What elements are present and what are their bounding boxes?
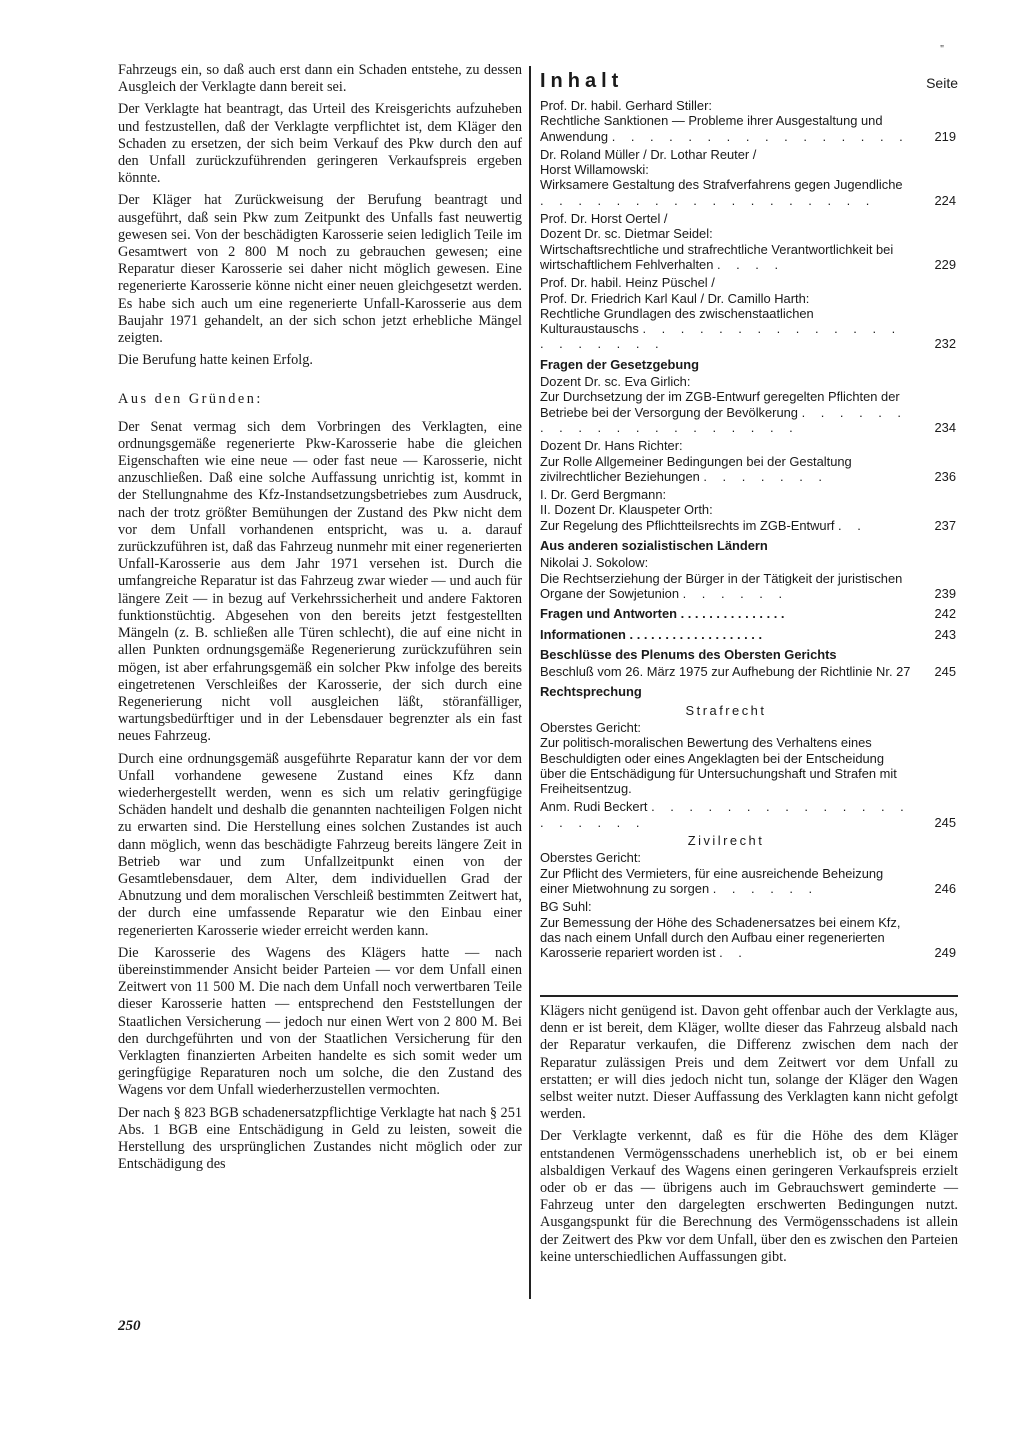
toc-entry-title-text: Die Rechtserziehung der Bürger in der Tätigkeit der juristischen Organe der Sowjetunion xyxy=(540,570,903,601)
toc-entry xyxy=(540,98,958,144)
toc-section-heading: Fragen der Gesetzgebung xyxy=(540,356,700,372)
toc-entry-author: I. Dr. Gerd Bergmann: xyxy=(540,487,667,503)
toc-page-number: 246 xyxy=(934,880,956,896)
toc-entry-author: II. Dozent Dr. Klauspeter Orth: xyxy=(540,502,713,518)
toc-entry-title xyxy=(540,113,912,144)
toc-entry xyxy=(540,899,958,960)
paragraph: Die Karosserie des Wagens des Klägers hatte — nach übereinstimmender Ansicht beider Parteien — vor dem Unfall einen Zeitwert von 11 500 M. Die nach dem Unfall noch verwertbaren Teile dieser Karosserie hatten — entsprechend den Feststellungen der Staatlichen Versicherung — jedoch nur einen Wert von 2 800 M. Bei den durchgeführten und von der Staatlichen Versicherung für den Verklagten finanzierten Arbeiten handelte es sich somit weder um geringfügige Reparaturen noch um solche, die den Zustand des Wagens vor dem Unfall wiederherzustellen vermochten. xyxy=(118,944,522,1099)
toc-entry-title-text: Wirksamere Gestaltung des Strafverfahrens gegen Jugendliche xyxy=(540,177,903,193)
toc-entry-title-text: Wirtschaftsrechtliche und strafrechtliche Verantwortlichkeit bei wirtschaftlichem Fehlverhalten xyxy=(540,241,894,272)
left-column xyxy=(118,62,522,1178)
paragraph: Klägers nicht genügend ist. Davon geht offenbar auch der Verklagte aus, denn er ist bereit, dem Kläger, wollte dieser das Fahrzeug alsbald nach der Reparatur verkaufen, die Differenz zwischen dem nach der Reparatur zulässigen Preis und dem Zeitwert vor dem Unfall zu erstatten; er will dies jedoch nicht tun, solange der Kläger den Wagen selbst weiter nutzt. Dieser Auffassung des Verklagten kann nicht gefolgt werden. xyxy=(540,1003,958,1123)
toc-leader-dots: . . xyxy=(838,517,867,533)
toc-entry-title xyxy=(540,242,912,273)
toc-section-heading: Beschlüsse des Plenums des Obersten Gerichts xyxy=(540,646,837,662)
toc-entry-title xyxy=(540,177,912,208)
toc-entry-title-text: Zur Bemessung der Höhe des Schadenersatzes bei einem Kfz, das nach einem Unfall durch den Aufbau einer regenerierten Karosserie repariert worden ist xyxy=(540,914,901,961)
toc-entry-author: Dr. Roland Müller / Dr. Lothar Reuter / xyxy=(540,146,757,162)
toc-leader-dots: . . . . . . xyxy=(712,880,819,896)
toc-entry-author: Horst Willamowski: xyxy=(540,162,649,178)
toc-page-number: 243 xyxy=(934,626,956,642)
toc-entry xyxy=(540,438,958,484)
toc-section-entry xyxy=(540,627,958,642)
toc-page-number: 245 xyxy=(934,814,956,830)
toc-leader-dots: . . . . . . xyxy=(682,585,789,601)
toc-subsection-heading: Zivilrecht xyxy=(687,833,765,849)
toc-entry-author: Oberstes Gericht: xyxy=(540,719,642,735)
toc-entry-title xyxy=(540,454,912,485)
toc-title: Inhalt xyxy=(540,70,624,92)
left-paragraphs-before xyxy=(118,62,522,369)
toc-entry-title-text: Rechtliche Sanktionen — Probleme ihrer Ausgestaltung und Anwendung xyxy=(540,113,883,144)
paragraph: Fahrzeugs ein, so daß auch erst dann ein Schaden entstehe, zu dessen Ausgleich der Verklagte dann bereit sei. xyxy=(118,62,522,96)
column-divider xyxy=(529,66,531,1299)
toc-page-number: 236 xyxy=(934,468,956,484)
toc-section-entry xyxy=(540,606,958,621)
paragraph: Die Berufung hatte keinen Erfolg. xyxy=(118,352,313,369)
toc-entry-title xyxy=(540,735,912,796)
toc-leader-dots: . . . . . . . . . . . . . . . . . . xyxy=(540,192,876,208)
toc-entry-title xyxy=(540,799,912,830)
toc-leader-dots: . . . . . . . xyxy=(703,468,828,484)
toc-page-label: Seite xyxy=(926,75,958,91)
toc-section-heading: Aus anderen sozialistischen Ländern xyxy=(540,538,768,554)
toc-entry xyxy=(540,720,958,796)
toc-section-label: Fragen und Antworten xyxy=(540,606,678,622)
toc-page-number: 224 xyxy=(934,192,956,208)
toc-entry-author: Prof. Dr. habil. Gerhard Stiller: xyxy=(540,98,712,113)
toc-entry-author: Dozent Dr. Hans Richter: xyxy=(540,438,683,454)
toc-entry-title-text: Anm. Rudi Beckert xyxy=(540,799,648,815)
paragraph: Der Senat vermag sich dem Vorbringen des Verklagten, eine ordnungsgemäße regenerierte Pkw-Karosserie habe die gleichen Eigenschaften wie eine neue — oder fast neue — Karosserie, nicht anzuschließen. Daß eine solche Auffassung unrichtig ist, kommt in der Stellungnahme des Kfz-Instandsetzungsbetriebes zum Ausdruck, nach der trotz größter Bemühungen der Zustand des Pkw nicht dem vor dem Unfall vorhandenen entspricht, was u. a. darauf zurückzuführen ist, daß das Fahrzeug nunmehr mit einer regenerierten Unfall-Karosserie aus dem Jahr 1971 versehen ist. Durch die umfangreiche Reparatur ist das Fahrzeug zwar wieder — und auch für längere Zeit — in bezug auf Verkehrssicherheit und andere Faktoren funktionstüchtig. Abgesehen von den bereits jetzt festgestellten Mängeln (z. B. schließen alle Türen schlecht), die auf eine nicht in allen Punkten ordnungsgemäße Regenerierung zurückzuführen sein mögen, ist aber erfahrungsgemäß ein solcher Pkw infolge des bereits eingetretenen Verschleißes der Karosserie, der sich durch eine Regenerierung nicht voll ausgleichen läßt, störanfälliger, wartungsbedürftiger und in der Lebensdauer begrenzter als ein fast neues Fahrzeug. xyxy=(118,418,522,745)
toc-entry-title-text: Zur Durchsetzung der im ZGB-Entwurf geregelten Pflichten der Betriebe bei der Versorgung der Bevölkerung xyxy=(540,389,900,420)
toc-entry-author: Dozent Dr. sc. Eva Girlich: xyxy=(540,374,691,390)
toc-leader-dots: . . . . . . . . . . . . . . . . . . . xyxy=(629,626,763,642)
toc-page-number: 237 xyxy=(934,517,956,533)
toc-entry xyxy=(540,664,958,679)
toc-entry-author: Prof. Dr. Horst Oertel / xyxy=(540,211,668,227)
toc-entry-title xyxy=(540,518,912,533)
toc-page-number: 242 xyxy=(934,606,956,622)
toc-entry-title xyxy=(540,866,912,897)
toc-entry-author: Nikolai J. Sokolow: xyxy=(540,555,649,571)
toc-subsection-heading: Strafrecht xyxy=(685,702,767,718)
page-number: 250 xyxy=(118,1318,141,1334)
toc-entry-author: BG Suhl: xyxy=(540,899,592,915)
toc-header xyxy=(540,68,958,98)
toc-list xyxy=(540,98,958,960)
toc-leader-dots: . . . . . . . . . . . . . . . . . . . . xyxy=(540,404,907,435)
toc-entry-title xyxy=(540,664,912,679)
toc-entry xyxy=(540,487,958,533)
paragraph: Der Kläger hat Zurückweisung der Berufung beantragt und ausgeführt, daß sein Pkw zum Zeitpunkt des Unfalls fast neuwertig gewesen sei. Von der beschädigten Karosserie seien lediglich Teile im Gesamtwert von 2 800 M noch zu gebrauchen gewesen; eine Reparatur dieser Karosserie sei daher nicht möglich gewesen. Eine regenerierte Karosserie könne nicht einer neuen gleichgesetzt werden. Es habe sich auch um eine regenerierte Unfall-Karosserie aus dem Baujahr 1971 gehandelt, an der sich schon jetzt erhebliche Mängel zeigten. xyxy=(118,192,522,347)
toc-leader-dots: . . . . xyxy=(716,256,785,272)
toc-entry-title-text: Beschluß vom 26. März 1975 zur Aufhebung der Richtlinie Nr. 27 xyxy=(540,664,911,680)
toc-entry xyxy=(540,799,958,830)
toc-page-number: 249 xyxy=(934,945,956,961)
toc-entry-title xyxy=(540,306,912,352)
toc-section-heading: Rechtsprechung xyxy=(540,684,642,700)
toc-page-number: 229 xyxy=(934,256,956,272)
section-heading: Aus den Gründen: xyxy=(118,391,263,408)
toc-entry xyxy=(540,555,958,601)
toc-entry-title xyxy=(540,571,912,602)
toc-leader-dots: . . . . . . . . . . . . . . . . . . . . . xyxy=(540,321,902,352)
toc-page-number: 245 xyxy=(934,664,956,680)
toc-entry-title-text: Zur Regelung des Pflichtteilsrechts im ZGB-Entwurf xyxy=(540,517,835,533)
paragraph: Durch eine ordnungsgemäß ausgeführte Reparatur kann der vor dem Unfall vorhandene gewesene Zustand eines Kfz dann wiederhergestellt werden, wenn es sich um relativ geringfügige Schäden handelt und deshalb die genannten nachteiligen Folgen nicht zu erwarten sind. Die Herstellung eines solchen Zustandes ist auch dann möglich, wenn das beschädigte Fahrzeug bereits längere Zeit in Betrieb war und zum Unfallzeitpunkt einen von der Gesamtlebensdauer, dem Alter, dem individuellen Grad der Abnutzung und dem moralischen Verschleiß bestimmten Zeitwert hat, der durch eine umfassende Reparatur wie den Einbau einer regenerierten Karosserie wieder erreicht werden kann. xyxy=(118,750,522,939)
toc-entry-title-text: Rechtliche Grundlagen des zwischenstaatlichen Kulturaustauschs xyxy=(540,305,814,337)
toc-entry-title xyxy=(540,389,912,435)
corner-mark: " xyxy=(940,44,945,55)
toc-entry xyxy=(540,211,958,272)
toc-page-number: 234 xyxy=(934,419,956,435)
toc-entry xyxy=(540,275,958,351)
toc-leader-dots: . . . . . . . . . . . . . . . . xyxy=(611,128,909,144)
toc-bottom-rule xyxy=(540,995,958,997)
toc-entry-author: Oberstes Gericht: xyxy=(540,850,642,866)
toc-entry-title-text: Zur Pflicht des Vermieters, für eine ausreichende Beheizung einer Mietwohnung zu sorgen xyxy=(540,865,884,896)
left-paragraphs-after xyxy=(118,419,522,1174)
toc-leader-dots: . . . . . . . . . . . . . . . xyxy=(680,606,785,622)
toc-leader-dots: . . . . . . . . . . . . . . . . . . . . xyxy=(540,799,910,830)
toc-entry xyxy=(540,374,958,435)
toc-page-number: 232 xyxy=(934,336,956,352)
table-of-contents xyxy=(540,68,958,963)
toc-page-number: 239 xyxy=(934,585,956,601)
toc-entry-title-text: Zur politisch-moralischen Bewertung des Verhaltens eines Beschuldigten oder eines Angeklagten bei der Entscheidung über die Entschädigung für Untersuchungshaft und Strafen mit Freiheitsentzug. xyxy=(540,735,897,797)
toc-entry-title-text: Zur Rolle Allgemeiner Bedingungen bei der Gestaltung zivilrechtlicher Beziehungen xyxy=(540,453,852,484)
paragraph: Der Verklagte verkennt, daß es für die Höhe des dem Kläger entstandenen Vermögensschadens unerheblich ist, ob er bei einem alsbaldigen Verkauf des Wagens einen geringeren Verkaufspreis erzielt oder ob er das — übrigens auch im Gebrauchswert geminderte — Fahrzeug unter den dargelegten erschwerten Bedingungen nutzt. Ausgangspunkt für die Berechnung des Vermögensschadens ist allein der Zeitwert des Pkw vor dem Unfall, über den es zwischen den Parteien keine unterschiedlichen Auffassungen gibt. xyxy=(540,1128,958,1265)
right-column-text xyxy=(540,1003,958,1271)
toc-entry xyxy=(540,147,958,208)
paragraph: Der Verklagte hat beantragt, das Urteil des Kreisgerichts aufzuheben und festzustellen, daß der Verklagte verpflichtet ist, dem Kläger den Schaden zu ersetzen, der sich beim Verkauf des Pkw durch den auf den Unfall zurückzuführenden geringeren Verkaufspreis ergeben könnte. xyxy=(118,101,522,187)
toc-entry-author: Prof. Dr. Friedrich Karl Kaul / Dr. Camillo Harth: xyxy=(540,290,810,306)
toc-section-label: Informationen xyxy=(540,626,626,642)
paragraph: Der nach § 823 BGB schadenersatzpflichtige Verklagte hat nach § 251 Abs. 1 BGB eine Entschädigung in Geld zu leisten, soweit die Herstellung des ursprünglichen Zustandes nicht möglich oder zur Entschädigung des xyxy=(118,1104,522,1173)
toc-entry-author: Dozent Dr. sc. Dietmar Seidel: xyxy=(540,226,713,242)
toc-entry xyxy=(540,850,958,896)
toc-entry-title xyxy=(540,915,912,961)
toc-entry-author: Prof. Dr. habil. Heinz Püschel / xyxy=(540,275,715,291)
toc-leader-dots: . . xyxy=(719,945,748,961)
toc-page-number: 219 xyxy=(934,128,956,144)
